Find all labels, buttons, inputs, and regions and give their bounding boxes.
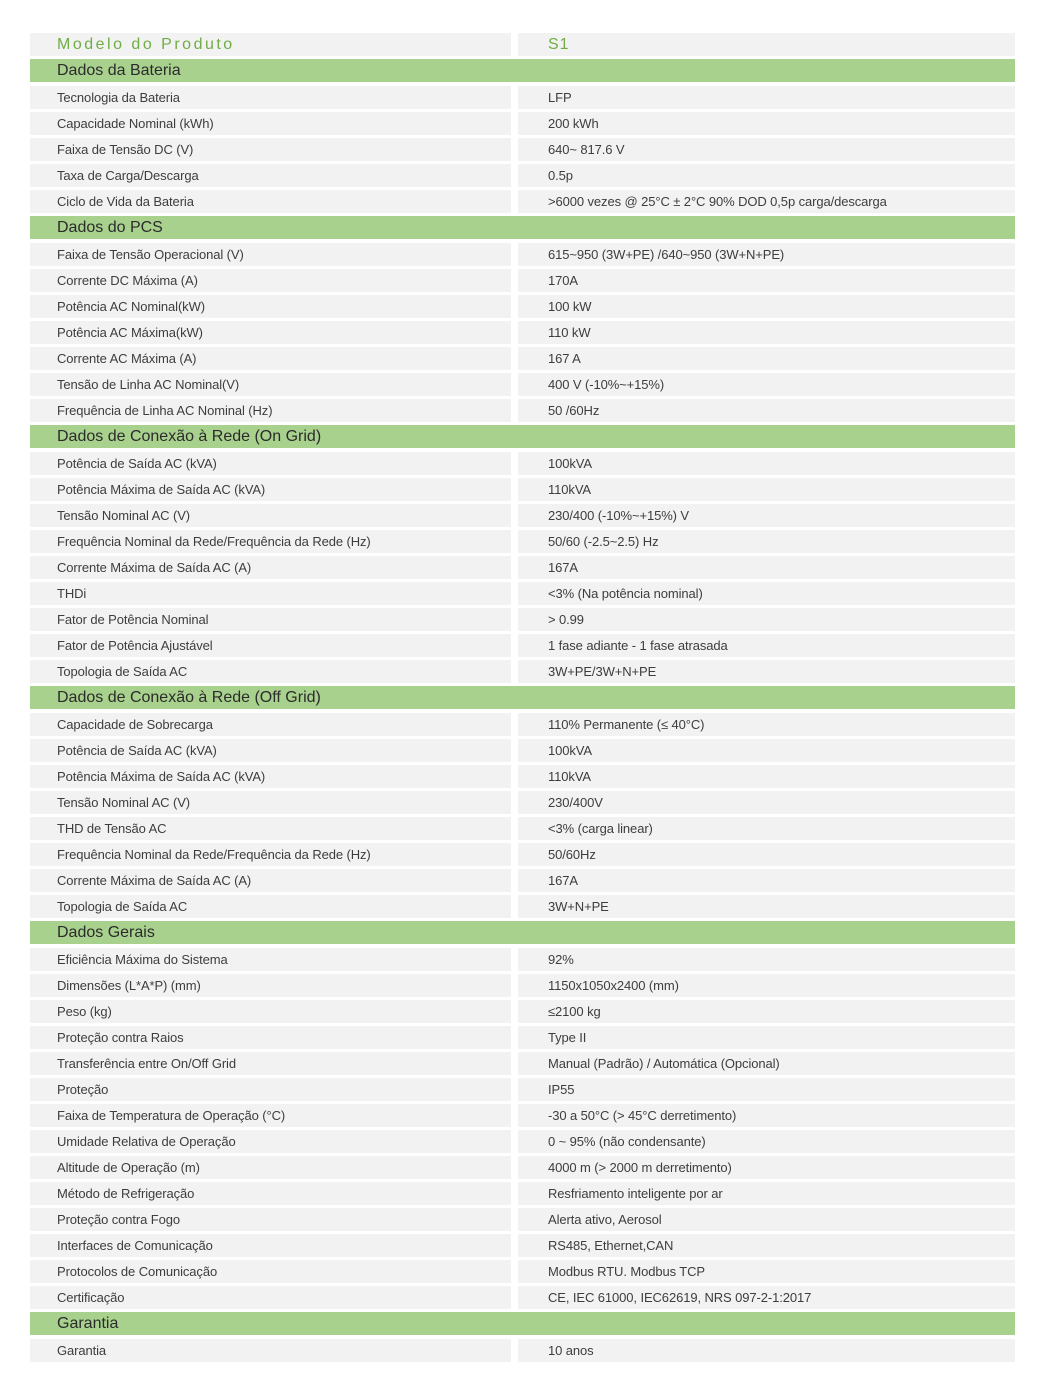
spec-label: Potência AC Nominal(kW) — [30, 295, 511, 318]
section-header-garantia: Garantia — [30, 1312, 1015, 1335]
spec-label: Corrente Máxima de Saída AC (A) — [30, 869, 511, 892]
spec-value: Alerta ativo, Aerosol — [518, 1208, 1015, 1231]
spec-value: 100kVA — [518, 452, 1015, 475]
table-row — [30, 843, 1015, 866]
spec-label: Peso (kg) — [30, 1000, 511, 1023]
table-row — [30, 504, 1015, 527]
spec-label: Capacidade Nominal (kWh) — [30, 112, 511, 135]
spec-label: Topologia de Saída AC — [30, 660, 511, 683]
spec-label: Proteção — [30, 1078, 511, 1101]
spec-label: Potência Máxima de Saída AC (kVA) — [30, 765, 511, 788]
spec-value: 1 fase adiante - 1 fase atrasada — [518, 634, 1015, 657]
spec-value: Resfriamento inteligente por ar — [518, 1182, 1015, 1205]
spec-label: Faixa de Temperatura de Operação (°C) — [30, 1104, 511, 1127]
spec-value: 1150x1050x2400 (mm) — [518, 974, 1015, 997]
spec-value: ≤2100 kg — [518, 1000, 1015, 1023]
spec-label: Tecnologia da Bateria — [30, 86, 511, 109]
spec-value: Type II — [518, 1026, 1015, 1049]
spec-value: 167A — [518, 869, 1015, 892]
table-row — [30, 713, 1015, 736]
table-row — [30, 1260, 1015, 1283]
spec-value: RS485, Ethernet,CAN — [518, 1234, 1015, 1257]
spec-value: LFP — [518, 86, 1015, 109]
spec-value: 200 kWh — [518, 112, 1015, 135]
section-header-offgrid: Dados de Conexão à Rede (Off Grid) — [30, 686, 1015, 709]
spec-value: 110kVA — [518, 478, 1015, 501]
table-row — [30, 1182, 1015, 1205]
spec-label: Potência Máxima de Saída AC (kVA) — [30, 478, 511, 501]
section-header-gerais: Dados Gerais — [30, 921, 1015, 944]
table-row — [30, 582, 1015, 605]
spec-value: 167 A — [518, 347, 1015, 370]
table-row — [30, 869, 1015, 892]
spec-value: 110% Permanente (≤ 40°C) — [518, 713, 1015, 736]
table-row — [30, 1156, 1015, 1179]
table-row — [30, 321, 1015, 344]
spec-value: 167A — [518, 556, 1015, 579]
spec-label: Faixa de Tensão DC (V) — [30, 138, 511, 161]
spec-label: Ciclo de Vida da Bateria — [30, 190, 511, 213]
spec-label: Frequência de Linha AC Nominal (Hz) — [30, 399, 511, 422]
spec-label: Dimensões (L*A*P) (mm) — [30, 974, 511, 997]
spec-label: Eficiência Máxima do Sistema — [30, 948, 511, 971]
table-row — [30, 295, 1015, 318]
spec-value: 4000 m (> 2000 m derretimento) — [518, 1156, 1015, 1179]
table-row — [30, 112, 1015, 135]
spec-label: Tensão de Linha AC Nominal(V) — [30, 373, 511, 396]
table-row — [30, 530, 1015, 553]
table-row — [30, 164, 1015, 187]
spec-label: THD de Tensão AC — [30, 817, 511, 840]
spec-value: <3% (Na potência nominal) — [518, 582, 1015, 605]
table-row — [30, 1078, 1015, 1101]
section-header-bateria: Dados da Bateria — [30, 59, 1015, 82]
spec-label: Transferência entre On/Off Grid — [30, 1052, 511, 1075]
spec-value: 100kVA — [518, 739, 1015, 762]
spec-label: Garantia — [30, 1339, 511, 1362]
table-row — [30, 269, 1015, 292]
table-row — [30, 660, 1015, 683]
table-row — [30, 452, 1015, 475]
spec-value: 110kVA — [518, 765, 1015, 788]
spec-label: Protocolos de Comunicação — [30, 1260, 511, 1283]
table-row — [30, 791, 1015, 814]
spec-label: Corrente Máxima de Saída AC (A) — [30, 556, 511, 579]
table-row — [30, 1234, 1015, 1257]
model-label: Modelo do Produto — [30, 33, 511, 56]
spec-label: THDi — [30, 582, 511, 605]
spec-label: Proteção contra Raios — [30, 1026, 511, 1049]
spec-value: 230/400 (-10%~+15%) V — [518, 504, 1015, 527]
spec-value: 640~ 817.6 V — [518, 138, 1015, 161]
table-row — [30, 1208, 1015, 1231]
spec-label: Corrente AC Máxima (A) — [30, 347, 511, 370]
spec-label: Potência de Saída AC (kVA) — [30, 452, 511, 475]
spec-label: Capacidade de Sobrecarga — [30, 713, 511, 736]
table-row — [30, 373, 1015, 396]
table-row — [30, 478, 1015, 501]
spec-value: 0 ~ 95% (não condensante) — [518, 1130, 1015, 1153]
spec-value: <3% (carga linear) — [518, 817, 1015, 840]
table-row — [30, 948, 1015, 971]
spec-sheet — [30, 33, 1015, 1365]
spec-value: 3W+N+PE — [518, 895, 1015, 918]
table-row — [30, 347, 1015, 370]
spec-value: 170A — [518, 269, 1015, 292]
spec-value: Modbus RTU. Modbus TCP — [518, 1260, 1015, 1283]
table-row — [30, 634, 1015, 657]
spec-label: Umidade Relativa de Operação — [30, 1130, 511, 1153]
spec-value: CE, IEC 61000, IEC62619, NRS 097-2-1:2017 — [518, 1286, 1015, 1309]
spec-label: Altitude de Operação (m) — [30, 1156, 511, 1179]
spec-value: 50/60Hz — [518, 843, 1015, 866]
spec-value: IP55 — [518, 1078, 1015, 1101]
table-row — [30, 86, 1015, 109]
table-row — [30, 739, 1015, 762]
spec-label: Método de Refrigeração — [30, 1182, 511, 1205]
spec-label: Fator de Potência Ajustável — [30, 634, 511, 657]
spec-value: 230/400V — [518, 791, 1015, 814]
spec-value: 400 V (-10%~+15%) — [518, 373, 1015, 396]
spec-label: Faixa de Tensão Operacional (V) — [30, 243, 511, 266]
table-row — [30, 556, 1015, 579]
spec-value: > 0.99 — [518, 608, 1015, 631]
model-value: S1 — [518, 33, 1015, 56]
table-row — [30, 1286, 1015, 1309]
spec-label: Frequência Nominal da Rede/Frequência da Rede (Hz) — [30, 843, 511, 866]
section-header-pcs: Dados do PCS — [30, 216, 1015, 239]
spec-label: Topologia de Saída AC — [30, 895, 511, 918]
table-row — [30, 1000, 1015, 1023]
table-row — [30, 138, 1015, 161]
spec-value: 100 kW — [518, 295, 1015, 318]
table-row — [30, 1104, 1015, 1127]
section-header-ongrid: Dados de Conexão à Rede (On Grid) — [30, 425, 1015, 448]
spec-label: Proteção contra Fogo — [30, 1208, 511, 1231]
model-row — [30, 33, 1015, 56]
table-row — [30, 399, 1015, 422]
spec-label: Tensão Nominal AC (V) — [30, 791, 511, 814]
spec-value: 615~950 (3W+PE) /640~950 (3W+N+PE) — [518, 243, 1015, 266]
spec-label: Certificação — [30, 1286, 511, 1309]
spec-value: 3W+PE/3W+N+PE — [518, 660, 1015, 683]
spec-value: 92% — [518, 948, 1015, 971]
spec-value: 50 /60Hz — [518, 399, 1015, 422]
spec-value: -30 a 50°C (> 45°C derretimento) — [518, 1104, 1015, 1127]
spec-value: 0.5p — [518, 164, 1015, 187]
spec-label: Taxa de Carga/Descarga — [30, 164, 511, 187]
table-row — [30, 974, 1015, 997]
table-row — [30, 895, 1015, 918]
spec-label: Potência de Saída AC (kVA) — [30, 739, 511, 762]
table-row — [30, 765, 1015, 788]
spec-value: Manual (Padrão) / Automática (Opcional) — [518, 1052, 1015, 1075]
spec-value: >6000 vezes @ 25°C ± 2°C 90% DOD 0,5p carga/descarga — [518, 190, 1015, 213]
spec-value: 110 kW — [518, 321, 1015, 344]
spec-label: Frequência Nominal da Rede/Frequência da Rede (Hz) — [30, 530, 511, 553]
table-row — [30, 1052, 1015, 1075]
spec-label: Interfaces de Comunicação — [30, 1234, 511, 1257]
table-row — [30, 1339, 1015, 1362]
spec-label: Potência AC Máxima(kW) — [30, 321, 511, 344]
spec-label: Tensão Nominal AC (V) — [30, 504, 511, 527]
table-row — [30, 1130, 1015, 1153]
spec-label: Corrente DC Máxima (A) — [30, 269, 511, 292]
spec-label: Fator de Potência Nominal — [30, 608, 511, 631]
table-row — [30, 243, 1015, 266]
table-row — [30, 608, 1015, 631]
table-row — [30, 190, 1015, 213]
spec-value: 50/60 (-2.5~2.5) Hz — [518, 530, 1015, 553]
table-row — [30, 817, 1015, 840]
spec-value: 10 anos — [518, 1339, 1015, 1362]
table-row — [30, 1026, 1015, 1049]
